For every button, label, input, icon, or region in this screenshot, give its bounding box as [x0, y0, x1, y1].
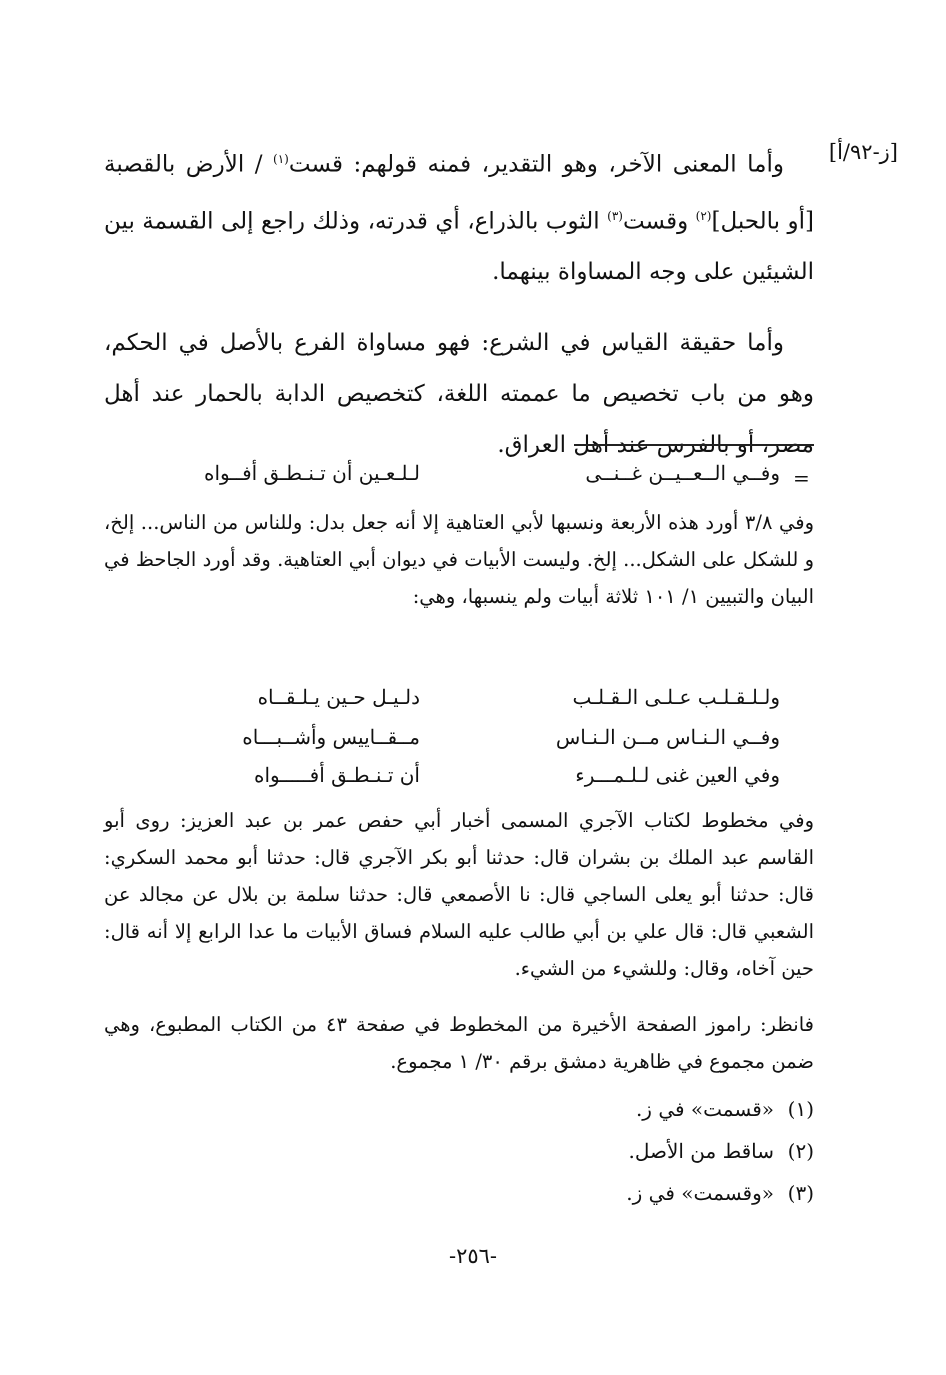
- verse-hemistich-left: أن تـنـطـق أفـــــواه: [253, 763, 420, 787]
- para1-text-b: / الأرض بالقصبة [أو بالحبل]: [104, 151, 814, 235]
- footnote-text-c: فانظر: راموز الصفحة الأخيرة من المخطوط في صفحة ٤٣ من الكتاب المطبوع، وهي ضمن مجموع في ظاهرية دمشق برقم ٣٠/ ١ مجموع.: [104, 1013, 814, 1073]
- footnote-paragraph-c: [104, 1006, 814, 1080]
- footnote-ref-3: (٣): [607, 208, 623, 223]
- footnote-separator: [574, 444, 814, 446]
- footnote-text: ساقط من الأصل.: [628, 1139, 774, 1163]
- footnote-item: [134, 1088, 814, 1130]
- verse-line: [140, 760, 780, 790]
- para1-text-c: وقست: [622, 208, 696, 235]
- footnote-text: «وقسمت» في ز.: [626, 1181, 774, 1205]
- verse-hemistich-right: وفــي الـنـاس مــن الـنـاس: [555, 725, 780, 749]
- continuation-mark: =: [793, 466, 810, 490]
- verse-hemistich-right: وفي العين غنى لـلـمـــرء: [575, 763, 780, 787]
- verse-hemistich-left: دلـيـل حـين يـلـقــاه: [257, 685, 420, 709]
- page-number: -٢٥٦-: [448, 1244, 498, 1268]
- footnote-number: (٢): [787, 1139, 814, 1163]
- footnote-text: «قسمت» في ز.: [635, 1097, 774, 1121]
- footnote-number: (١): [787, 1097, 814, 1121]
- paragraph-legal-definition: وأما حقيقة القياس في الشرع: فهو مساواة الفرع بالأصل في الحكم، وهو من باب تخصيص ما عممته اللغة، كتخصيص الدابة بالحمار عند أهل مصر، أو بالفرس عند أهل العراق.: [104, 330, 814, 459]
- verse-hemistich-left: لـلـعـين أن تـنـطـق أفــواه: [204, 461, 420, 485]
- footnote-ref-2: (٢): [695, 208, 712, 223]
- footnotes-list: [134, 1088, 814, 1214]
- footnote-paragraph-a: [104, 504, 814, 615]
- verse-hemistich-left: مــقــاييس وأشــبـــاه: [242, 725, 420, 749]
- footnote-number: (٣): [787, 1181, 814, 1205]
- footnote-paragraph-b: [104, 802, 814, 987]
- footnote-item: [134, 1130, 814, 1172]
- footnote-text-b: وفي مخطوط لكتاب الآجري المسمى أخبار أبي حفص عمر بن عبد العزيز: روى أبو القاسم عبد الملك بن بشران قال: حدثنا أبو بكر الآجري قال: حدثنا أبو محمد السكري: قال: حدثنا أبو يعلى الساجي قال: نا الأصمعي قال: حدثنا سلمة بن بلال عن مجالد عن الشعبي قال: قال علي بن أبي طالب عليه السلام فساق الأبيات ما عدا الرابع إلا أنه قال: حين آخاه، وقال: وللشيء من الشيء.: [104, 809, 814, 980]
- verse-line: [140, 682, 780, 712]
- para1-text-d: الثوب بالذراع، أي قدرته، وذلك راجع إلى القسمة بين الشيئين على وجه المساواة بينهما.: [104, 208, 814, 286]
- footnote-item: [134, 1172, 814, 1214]
- margin-reference: [ز-٩٢/أ]: [828, 140, 898, 164]
- footnote-text-a: وفي ٣/٨ أورد هذه الأربعة ونسبها لأبي العتاهية إلا أنه جعل بدل: وللناس من الناس... إلخ، و للشكل على الشكل... إلخ. وليست الأبيات في ديوان أبي العتاهية. وقد أورد الجاحظ في البيان والتبيين ١/ ١٠١ ثلاثة أبيات ولم ينسبها، وهي:: [104, 511, 814, 608]
- footnote-ref-1: (١): [273, 152, 289, 166]
- verse-hemistich-right: وفــي الــعــيــن غــنــى: [585, 461, 780, 485]
- verse-line: [140, 458, 780, 488]
- verse-line: [140, 722, 780, 752]
- verse-hemistich-right: ولـلـقـلـب عـلـى الـقـلـب: [572, 685, 780, 709]
- main-text: [104, 134, 814, 471]
- para1-text-a: وأما المعنى الآخر، وهو التقدير، فمنه قولهم: قست: [288, 151, 785, 178]
- paragraph-language-meaning: [104, 134, 814, 298]
